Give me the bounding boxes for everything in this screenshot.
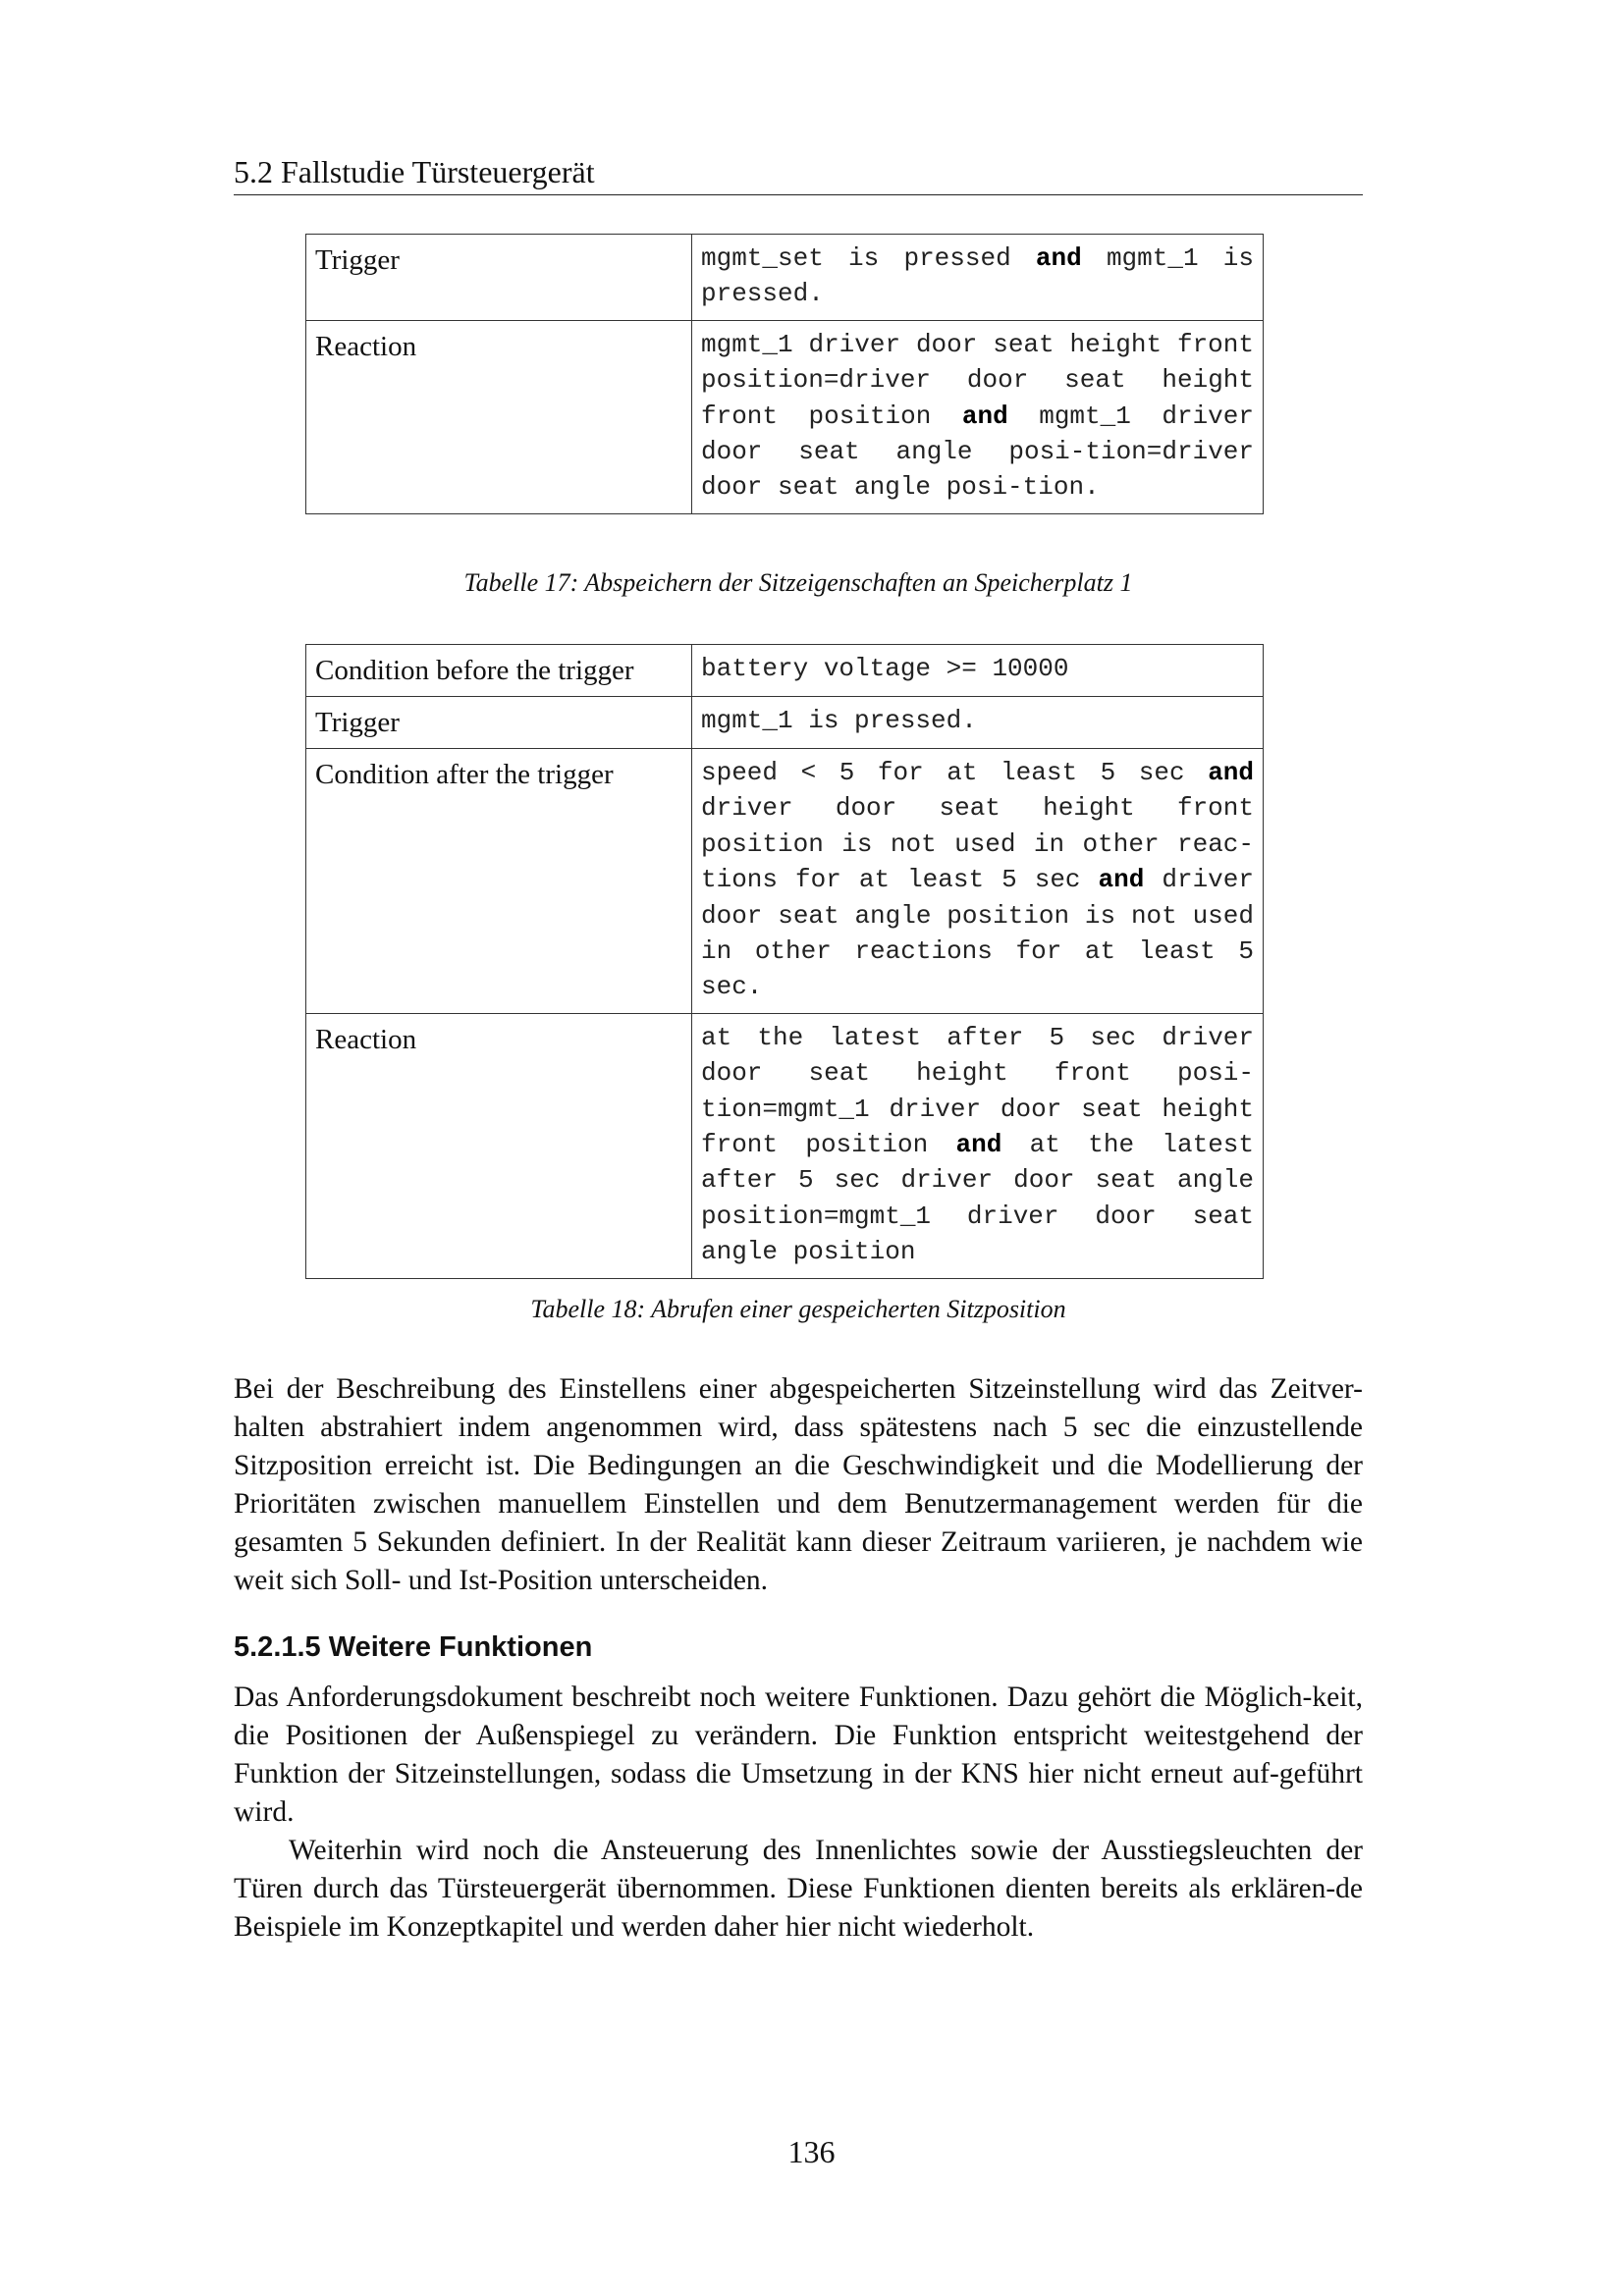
table-18 xyxy=(305,644,1264,1279)
row-label: Trigger xyxy=(306,697,692,749)
section-heading: 5.2.1.5 Weitere Funktionen xyxy=(234,1631,593,1663)
row-label: Reaction xyxy=(306,1013,692,1278)
row-value: mgmt_1 is pressed. xyxy=(692,697,1264,749)
page-number: 136 xyxy=(787,2134,836,2169)
row-value: mgmt_1 driver door seat height front position=driver door seat height front position and mgmt_1 driver door seat angle posi-tion=driver door seat angle posi-tion. xyxy=(692,320,1264,513)
table-row xyxy=(306,749,1264,1014)
table-row xyxy=(306,1013,1264,1278)
table-row xyxy=(306,320,1264,513)
row-label: Condition before the trigger xyxy=(306,645,692,697)
keyword-and: and xyxy=(961,400,1008,431)
body-paragraph: Bei der Beschreibung des Einstellens einer abgespeicherten Sitzeinstellung wird das Zeitver-halten abstrahiert indem angenommen wird, dass spätestens nach 5 sec die einzustellende Sitzposition erreicht ist. Die Bedingungen an die Geschwindigkeit und die Modellierung der Prioritäten zwischen manuellem Einstellen und dem Benutzermanagement werden für die gesamten 5 Sekunden definiert. In der Realität kann dieser Zeitraum variieren, je nachdem wie weit sich Soll- und Ist-Position unterscheiden. xyxy=(234,1373,1363,1596)
table-row xyxy=(306,645,1264,697)
row-label: Condition after the trigger xyxy=(306,749,692,1014)
keyword-and: and xyxy=(955,1130,1002,1160)
row-value: at the latest after 5 sec driver door seat height front posi-tion=mgmt_1 driver door seat height front position and at the latest after 5 sec driver door seat angle position=mgmt_1 driver door seat angle position xyxy=(692,1013,1264,1278)
row-value: battery voltage >= 10000 xyxy=(692,645,1264,697)
table-row xyxy=(306,235,1264,321)
keyword-and: and xyxy=(1098,865,1145,895)
row-label: Trigger xyxy=(306,235,692,321)
row-value: mgmt_set is pressed and mgmt_1 is pressed. xyxy=(692,235,1264,321)
table-caption: Tabelle 18: Abrufen einer gespeicherten Sitzposition xyxy=(530,1295,1066,1323)
row-value: speed < 5 for at least 5 sec and driver door seat height front position is not used in other reac-tions for at least 5 sec and driver door seat angle position is not used in other reactions for at least 5 sec. xyxy=(692,749,1264,1014)
body-paragraph: Das Anforderungsdokument beschreibt noch weitere Funktionen. Dazu gehört die Möglich-keit, die Positionen der Außenspiegel zu verändern. Die Funktion entspricht weitestgehend der Funktion der Sitzeinstellungen, sodass die Umsetzung in der KNS hier nicht erneut auf-geführt wird. xyxy=(234,1682,1363,1828)
running-head: 5.2 Fallstudie Türsteuergerät xyxy=(234,152,1363,195)
table-caption: Tabelle 17: Abspeichern der Sitzeigenschaften an Speicherplatz 1 xyxy=(463,568,1133,597)
row-label: Reaction xyxy=(306,320,692,513)
keyword-and: and xyxy=(1208,758,1254,787)
table-row xyxy=(306,697,1264,749)
table-17 xyxy=(305,234,1264,514)
body-paragraph: Weiterhin wird noch die Ansteuerung des Innenlichtes sowie der Ausstiegsleuchten der Türen durch das Türsteuergerät übernommen. Diese Funktionen dienten bereits als erklären-de Beispiele im Konzeptkapitel und werden daher hier nicht wiederholt. xyxy=(234,1835,1363,1943)
keyword-and: and xyxy=(1035,243,1082,273)
